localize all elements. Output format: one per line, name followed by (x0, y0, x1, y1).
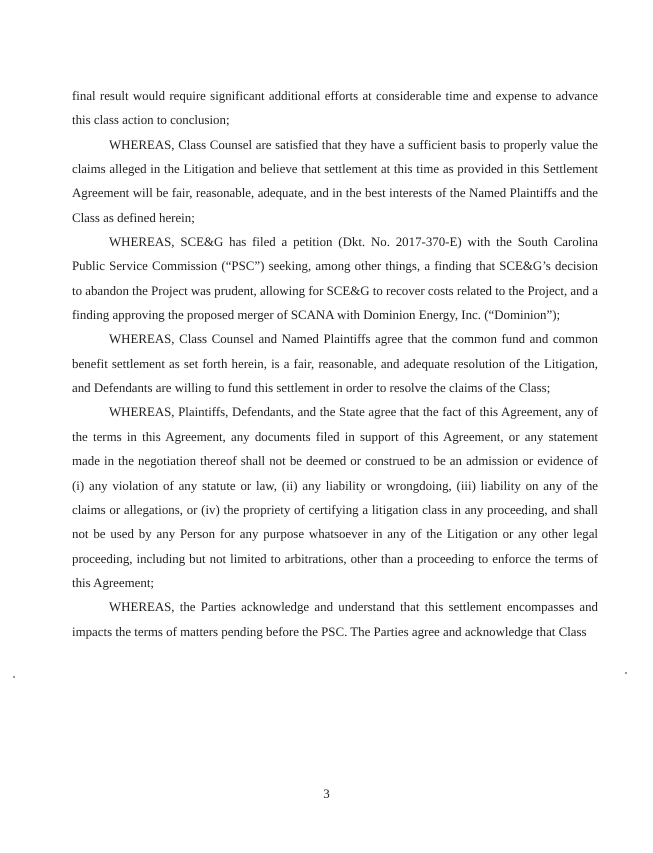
scan-speck (13, 676, 15, 678)
page-number: 3 (323, 786, 330, 801)
document-body (72, 84, 598, 644)
paragraph-common-fund: WHEREAS, Class Counsel and Named Plaintiffs agree that the common fund and common benefit settlement as set forth herein, is a fair, reasonable, and adequate resolution of the Litigation, and Defendants are willing to fund this settlement in order to resolve the claims of the Class; (72, 332, 598, 396)
paragraph-no-admission: WHEREAS, Plaintiffs, Defendants, and the State agree that the fact of this Agreement, any of the terms in this Agreement, any documents filed in support of this Agreement, or any statement made in the negotiation thereof shall not be deemed or construed to be an admission or evidence of (i) any violation of any statute or law, (ii) any liability or wrongdoing, (iii) liability on any of the claims or allegations, or (iv) the propriety of certifying a litigation class in any proceeding, and shall not be used by any Person for any purpose whatsoever in any of the Litigation or any other legal proceeding, including but not limited to arbitrations, other than a proceeding to enforce the terms of this Agreement; (72, 405, 598, 590)
paragraph-psc-matters: WHEREAS, the Parties acknowledge and understand that this settlement encompasses and impacts the terms of matters pending before the PSC. The Parties agree and acknowledge that Class (72, 600, 598, 639)
paragraph-continuation: final result would require significant additional efforts at considerable time and expense to advance this class action to conclusion; (72, 89, 598, 128)
paragraph-class-counsel-satisfied: WHEREAS, Class Counsel are satisfied that they have a sufficient basis to properly value the claims alleged in the Litigation and believe that settlement at this time as provided in this Settlement Agreement will be fair, reasonable, adequate, and in the best interests of the Named Plaintiffs and the Class as defined herein; (72, 137, 598, 225)
paragraph-sceg-petition: WHEREAS, SCE&G has filed a petition (Dkt. No. 2017-370-E) with the South Carolina Public Service Commission (“PSC”) seeking, among other things, a finding that SCE&G’s decision to abandon the Project was prudent, allowing for SCE&G to recover costs related to the Project, and a finding approving the proposed merger of SCANA with Dominion Energy, Inc. (“Dominion”); (72, 235, 598, 323)
scan-speck (625, 672, 627, 674)
